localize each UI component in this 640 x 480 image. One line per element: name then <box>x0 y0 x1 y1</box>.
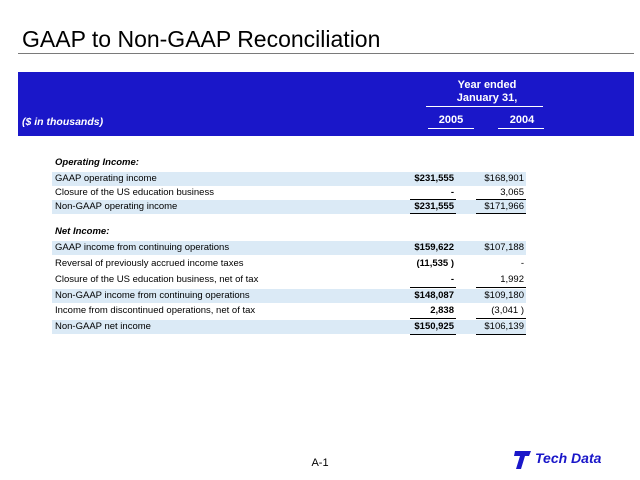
row-label: Non-GAAP operating income <box>55 201 178 212</box>
value-2004: - <box>520 258 524 269</box>
table-header-band <box>18 72 634 136</box>
value-2005: 2,838 <box>430 305 454 316</box>
value-2005: $150,925 <box>414 321 454 332</box>
table-row <box>52 320 526 334</box>
units-label: ($ in thousands) <box>22 116 104 128</box>
page-number: A-1 <box>311 457 329 469</box>
value-2004: $109,180 <box>484 290 524 301</box>
double-underline-2004 <box>476 213 526 214</box>
value-2005: $148,087 <box>414 290 454 301</box>
row-label: Reversal of previously accrued income taxes <box>55 258 244 269</box>
value-2005: $159,622 <box>414 242 454 253</box>
table-row <box>52 200 526 214</box>
underline-2005 <box>410 318 456 319</box>
value-2005: $231,555 <box>414 173 454 184</box>
year-ended-underline <box>426 106 543 107</box>
tech-data-logo <box>513 448 613 472</box>
double-underline-2005 <box>410 334 456 335</box>
value-2005: $231,555 <box>414 201 454 212</box>
table-row <box>52 289 526 303</box>
value-2005: (11,535 ) <box>416 258 454 269</box>
underline-2004 <box>476 287 526 288</box>
table-row <box>52 172 526 186</box>
value-2004: 3,065 <box>500 187 524 198</box>
table-row <box>52 257 526 271</box>
row-label: Non-GAAP net income <box>55 321 151 332</box>
row-label: Closure of the US education business <box>55 187 214 198</box>
table-row <box>52 241 526 255</box>
row-label: GAAP operating income <box>55 173 157 184</box>
value-2004: $168,901 <box>484 173 524 184</box>
value-2004: $106,139 <box>484 321 524 332</box>
row-label: Closure of the US education business, net of tax <box>55 274 259 285</box>
row-label: Non-GAAP income from continuing operations <box>55 290 250 301</box>
value-2004: (3,041 ) <box>491 305 524 316</box>
table-row <box>52 273 526 287</box>
value-2004: $171,966 <box>484 201 524 212</box>
underline-2004 <box>476 318 526 319</box>
year-ended-line1: Year ended <box>457 79 517 91</box>
logo-text: Tech Data <box>535 450 602 466</box>
column-header-2004-underline <box>498 128 544 129</box>
value-2005: - <box>450 274 454 285</box>
year-ended-heading <box>426 79 548 105</box>
operating-income-heading: Operating Income: <box>55 157 139 168</box>
row-label: GAAP income from continuing operations <box>55 242 230 253</box>
table-row <box>52 304 526 318</box>
underline-2005 <box>410 199 456 200</box>
year-ended-line2: January 31, <box>456 92 518 104</box>
underline-2004 <box>476 199 526 200</box>
column-header-2004: 2004 <box>509 114 535 126</box>
double-underline-2005 <box>410 213 456 214</box>
net-income-heading: Net Income: <box>55 226 110 237</box>
logo-mark-icon <box>513 449 533 471</box>
underline-2005 <box>410 287 456 288</box>
column-header-2005: 2005 <box>438 114 464 126</box>
double-underline-2004 <box>476 334 526 335</box>
value-2005: - <box>450 187 454 198</box>
title-divider <box>18 53 634 54</box>
slide-title: GAAP to Non-GAAP Reconciliation <box>22 26 381 52</box>
column-header-2005-underline <box>428 128 474 129</box>
value-2004: 1,992 <box>500 274 524 285</box>
value-2004: $107,188 <box>484 242 524 253</box>
table-row <box>52 186 526 200</box>
row-label: Income from discontinued operations, net of tax <box>55 305 256 316</box>
